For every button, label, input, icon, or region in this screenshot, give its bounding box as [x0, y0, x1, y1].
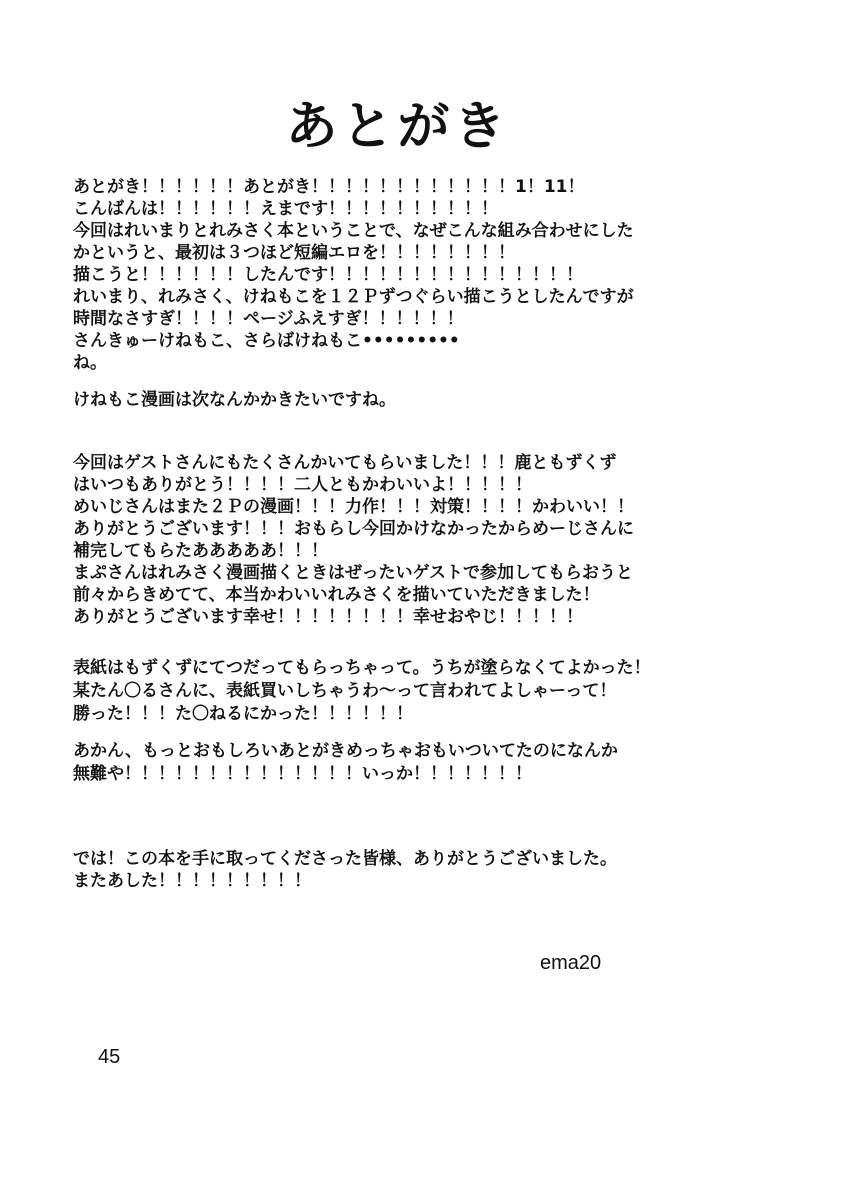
text-line: かというと、最初は３つほど短編エロを！！！！！！！！: [73, 243, 515, 263]
text-line: けねもこ漫画は次なんかかきたいですね。: [73, 390, 396, 410]
text-line: めいじさんはまた２Ｐの漫画！！！力作！！！対策！！！！かわいい！！: [73, 497, 634, 517]
text-line: れいまり、れみさく、けねもこを１２Ｐずつぐらい描こうとしたんですが: [73, 287, 634, 307]
text-line: まぷさんはれみさく漫画描くときはぜったいゲストで参加してもらおうと: [73, 563, 633, 583]
text-line: 時間なさすぎ！！！！ページふえすぎ！！！！！！: [73, 309, 464, 329]
text-line: さんきゅーけねもこ、さらばけねもこ•••••••••: [73, 331, 460, 351]
text-line: ね。: [73, 353, 107, 373]
text-line: 勝った！！！た〇ねるにかった！！！！！！: [73, 704, 413, 724]
text-line: 某たん〇るさんに、表紙買いしちゃうわ〜って言われてよしゃーって！: [73, 681, 617, 701]
text-line: あとがき！！！！！！あとがき！！！！！！！！！！！！1！11！: [73, 177, 585, 197]
text-line: 描こうと！！！！！！したんです！！！！！！！！！！！！！！！: [73, 265, 583, 285]
text-line: 今回はゲストさんにもたくさんかいてもらいました！！！鹿ともずくず: [73, 453, 617, 473]
author-signature: ema20: [540, 952, 602, 974]
text-line: 今回はれいまりとれみさく本ということで、なぜこんな組み合わせにした: [73, 221, 634, 241]
text-line: あかん、もっとおもしろいあとがきめっちゃおもいついてたのになんか: [73, 741, 618, 761]
text-line: こんばんは！！！！！！えまです！！！！！！！！！！: [73, 199, 498, 219]
text-line: 補完してもらたあああああ！！！: [73, 541, 328, 561]
page-number: 45: [98, 1046, 121, 1068]
text-line: またあした！！！！！！！！！: [73, 871, 311, 891]
text-line: 前々からきめてて、本当かわいいれみさくを描いていただきました！: [73, 585, 600, 605]
page-title: あとがき: [285, 97, 510, 157]
text-line: ありがとうございます幸せ！！！！！！！！幸せおやじ！！！！！: [73, 607, 583, 627]
text-line: ありがとうございます！！！おもらし今回かけなかったからめーじさんに: [73, 519, 634, 539]
text-line: はいつもありがとう！！！！二人ともかわいいよ！！！！！: [73, 475, 532, 495]
text-line: 無難や！！！！！！！！！！！！！！いっか！！！！！！！: [73, 764, 532, 784]
text-line: では！この本を手に取ってくださった皆様、ありがとうございました。: [73, 849, 617, 869]
text-line: 表紙はもずくずにてつだってもらっちゃって。うちが塗らなくてよかった！: [73, 658, 651, 678]
